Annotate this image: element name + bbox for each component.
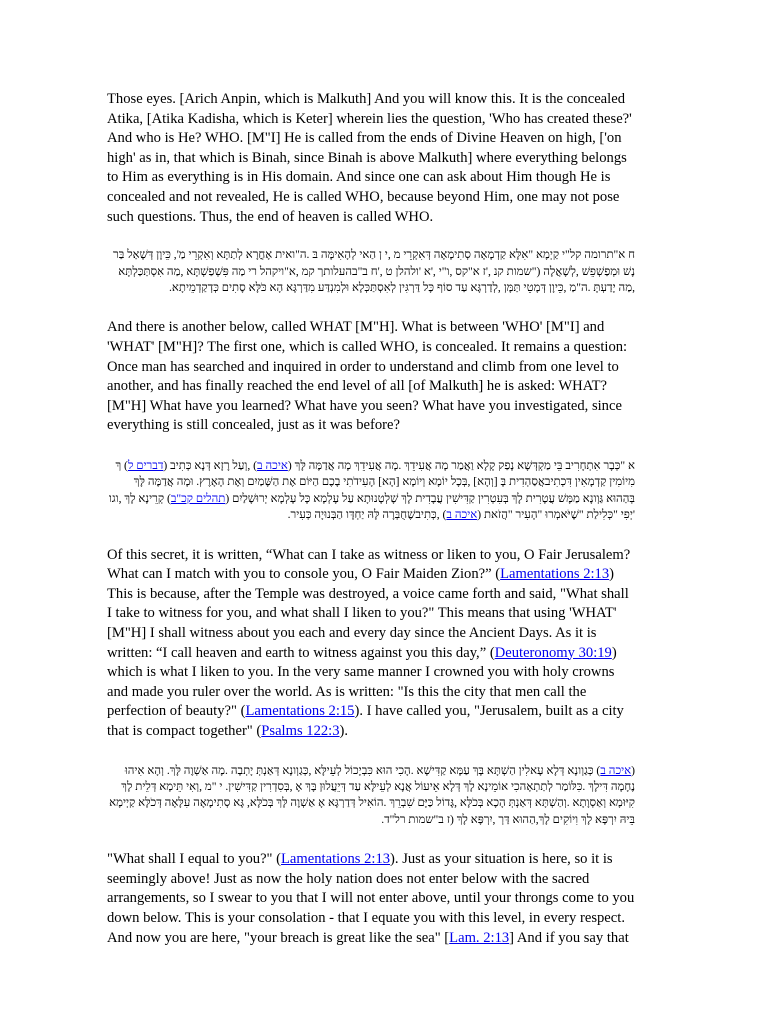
link-lam-2-13[interactable]: Lam. 2:13	[449, 929, 510, 946]
english-paragraph-1: Those eyes. [Arich Anpin, which is Malkuth] And you will know this. It is the concealed Atika, [Atika Kadisha, which is Keter] wherein lies the question, 'Who has created these?' And who is He? WHO. [M"I] He is called from the ends of Divine Heaven on high, ['on high' as in, that which is Binah, since Binah is above Malkuth] where everything belongs to Him as everything is in His domain. And since one can ask about Him though He is concealed and not revealed, He is called WHO, because beyond Him, one may not pose such questions. Thus, the end of heaven is called WHO.	[107, 91, 632, 225]
paragraph-text: ] And if you say that	[509, 929, 629, 946]
paragraph-text: ) which is what I liken to you. In the very same manner I crowned you with holy crowns and made you ruler over the world. As is written: "Is this the city that men call the perfection of beauty?" (	[107, 644, 617, 720]
hebrew-paragraph-1: ח א"תרומה קל"י קַיְמָא "אִלָּא קַדְמָאָה סְתִימָאָה דְּאִקְרֵי מ ,י ן הַאי לְהָאִימָּה בּ .ה"ואית אָחֳרָא לְתַתָּא וְאִקְרֵי מַ', כֵּיוָן דְּשָׁאַל בַּר נָשׁ וּמְפַשְׁפֵשׁ ,לְשָׁאֲלָה ("שמות קנ ,'ז א"קס ,ו"י ,'א 'ולהלן ט ,'ח ב"בהעלותך קמ ,א"ויקהל רי מַה פִּשְׁפַשְׁתָּא ,מַה אִסְתַּכַּלְתָּא ,מַה יָדַעְתָּ .ה"מַ ,כֵּיוָן דְּמָטֵי תַּמָּן ,לְדַרְגָּא עַד סוֹף כָּל דַּרְגִּין לְאִסְתַּכְּלָא וּלְמִנְדַּע מִדַּרְגָּא הָא כֹּלָּא סָתִים כְּדְקַדְמֵיתָא.	[113, 248, 635, 294]
hebrew-text: ) כְּגַוְונָא דְּלָא עָאלִין הַשְׁתָּא בָּךְ עַמָּא קַדִּישָׁא .הָכִי הוּא כִּבְיָכוֹל לְעֵילָּא ,כְּגַוְונָא דְּאַנְתְּ יָתְבָה .מָה אַשְׁוֶה לָּךְ. וְהָא אִיהוּ נֶחָמָה דִּילָךְ .כִּלּוֹמַר לְתַתְאָהכִי אוֹמֵינָא לָךְ דְּלָא אֵיעוֹל אֲנָא לְעֵילָּא עַד דְּיֵעֲלוּן בָּךְ אָ ,בְּסִדְרִין קַדִּישִׁין. י "מ ,וְאִי תֵּימָא דְּלֵית לָךְ קִיּוּמָא וְאַסְוָתָא .וְהַשְׁתָּא דְּאַנְתְּ הָכָא בְּכֹלָּא ,גָּדוֹל כַּיָּם שִׁבְרֵךְ .הוֹאִיל דְּדַרְגָּא אָ אַשְׁוֶה לָּךְ בְּכֹלָּא, גָּא סְתִימָאָה עִלָּאָה דְּכֹלָּא קַיְימָא בֵּיהּ יִרְפָּא לָךְ וִיוֹקִים לָךְ,הַהוּא דַּרְ ,יִרְפָּא לָךְ (ז ב"שמות רל"ד.	[109, 763, 635, 826]
document-page	[107, 90, 635, 948]
hebrew-paragraph-3	[107, 763, 635, 829]
hebrew-text: (	[631, 763, 635, 777]
hebrew-text: ) ךְ מִיוֹמִין קַדְמָאִין דִּכְתִיבאֲסַהְדִית בָּ [וְהָא] ,בְּכָל יוֹמָא וְיוֹמָא [הָא] הָעִידֹתִי בָכֶם הַיּוֹם אֶת הַשָּׁמַיִם וְאֶת הָאָרֶץ. וּמָה אֲדַמֶּה לָּךְ בְּהַהוּא גַּוְונָא מַמָּשׁ עֲטָרִית לָךְ בְּעִטְרִין קַדִּישִׁין עֲבָדִית לָךְ שָׁלְטָנוּתָא עַל עָלְמָא כָּל עָלְמָא יְרוּשָׁלַיִם (	[115, 458, 635, 505]
english-paragraph-4	[107, 850, 635, 948]
english-paragraph-3	[107, 546, 635, 742]
link-psalms-122-3[interactable]: Psalms 122:3	[261, 722, 340, 739]
reference-link-devarim-l[interactable]: דברים ל	[127, 458, 164, 472]
hebrew-text: ) ,וְעַל רָזָא דְּנָא כְּתִיב (	[163, 458, 258, 472]
hebrew-paragraph-2	[107, 458, 635, 524]
english-paragraph-2: And there is another below, called WHAT [M"H]. What is between 'WHO' [M"I] and 'WHAT' [M"H]? The first one, which is called WHO, is concealed. It remains a question: Once man has searched and inquired in order to understand and climb from one level to another, and has finally reached the end level of all [of Malkuth] he is asked: WHAT? [M"H] What have you learned? What have you seen? What have you investigated, since everything is still concealed, just as it was before?	[107, 319, 628, 434]
reference-link-eicha-b[interactable]: איכה ב	[600, 763, 632, 777]
paragraph-text: ). I have called you, "Jerusalem, built as a city that is compact together" (	[107, 703, 624, 739]
hebrew-text: ) ,כְּתִיבשֶׁחֻבְּרָה לָּהּ יַחְדָּו הַבְּנוּיָה כְּעִיר.	[287, 508, 447, 522]
paragraph-text: ).	[339, 722, 349, 739]
link-deuteronomy-30-19[interactable]: Deuteronomy 30:19	[494, 644, 612, 661]
link-lamentations-2-13[interactable]: Lamentations 2:13	[500, 566, 610, 583]
link-lamentations-2-13[interactable]: Lamentations 2:13	[281, 851, 391, 868]
link-lamentations-2-15[interactable]: Lamentations 2:15	[245, 703, 355, 720]
reference-link-eicha-b[interactable]: איכה ב	[446, 508, 478, 522]
paragraph-text: "What shall I equal to you?" (	[107, 851, 282, 868]
hebrew-text: ) קְרֵינָא לָךְ ,וגו 'יְפִי "כְּלִילַת "שֶׁיֹּאמְרוּ "הָעִיר "הֲזֹאת (	[108, 491, 635, 522]
hebrew-text: א "כְּבָר אִתְחָרִיב בֵּי מַקְדְּשָׁא נָפַק קָלָא וַאֲמַר מָה אֲעִידֵךְ .מָה אֲעִידֵךְ מָה אֲדַמֶּה לָּךְ (	[287, 458, 635, 472]
paragraph-text: ). Just as your situation is here, so it is seemingly above! Just as now the holy nation does not enter below with the sacred arrangements, so I swear to you that I will not enter above, until your throngs come to you down below. This is your consolation - that I equate you with this level, in every respect. And now you are here, "your breach is great like the sea" [	[107, 851, 635, 946]
reference-link-tehilim-kkb[interactable]: תהלים קכ"ב	[170, 491, 226, 505]
paragraph-text: Of this secret, it is written, “What can I take as witness or liken to you, O Fair Jerusalem? What can I match with you to console you, O Fair Maiden Zion?” (	[107, 546, 631, 583]
reference-link-eicha-b[interactable]: איכה ב	[257, 458, 288, 472]
paragraph-text: ) This is because, after the Temple was destroyed, a voice came forth and said, "What shall I take to witness for you, and what shall I liken to you?" This means that using 'WHAT' [M"H] I shall witness about you each and every day since the Ancient Days. As it is written: “I call heaven and earth to witness against you this day,” (	[107, 566, 629, 661]
